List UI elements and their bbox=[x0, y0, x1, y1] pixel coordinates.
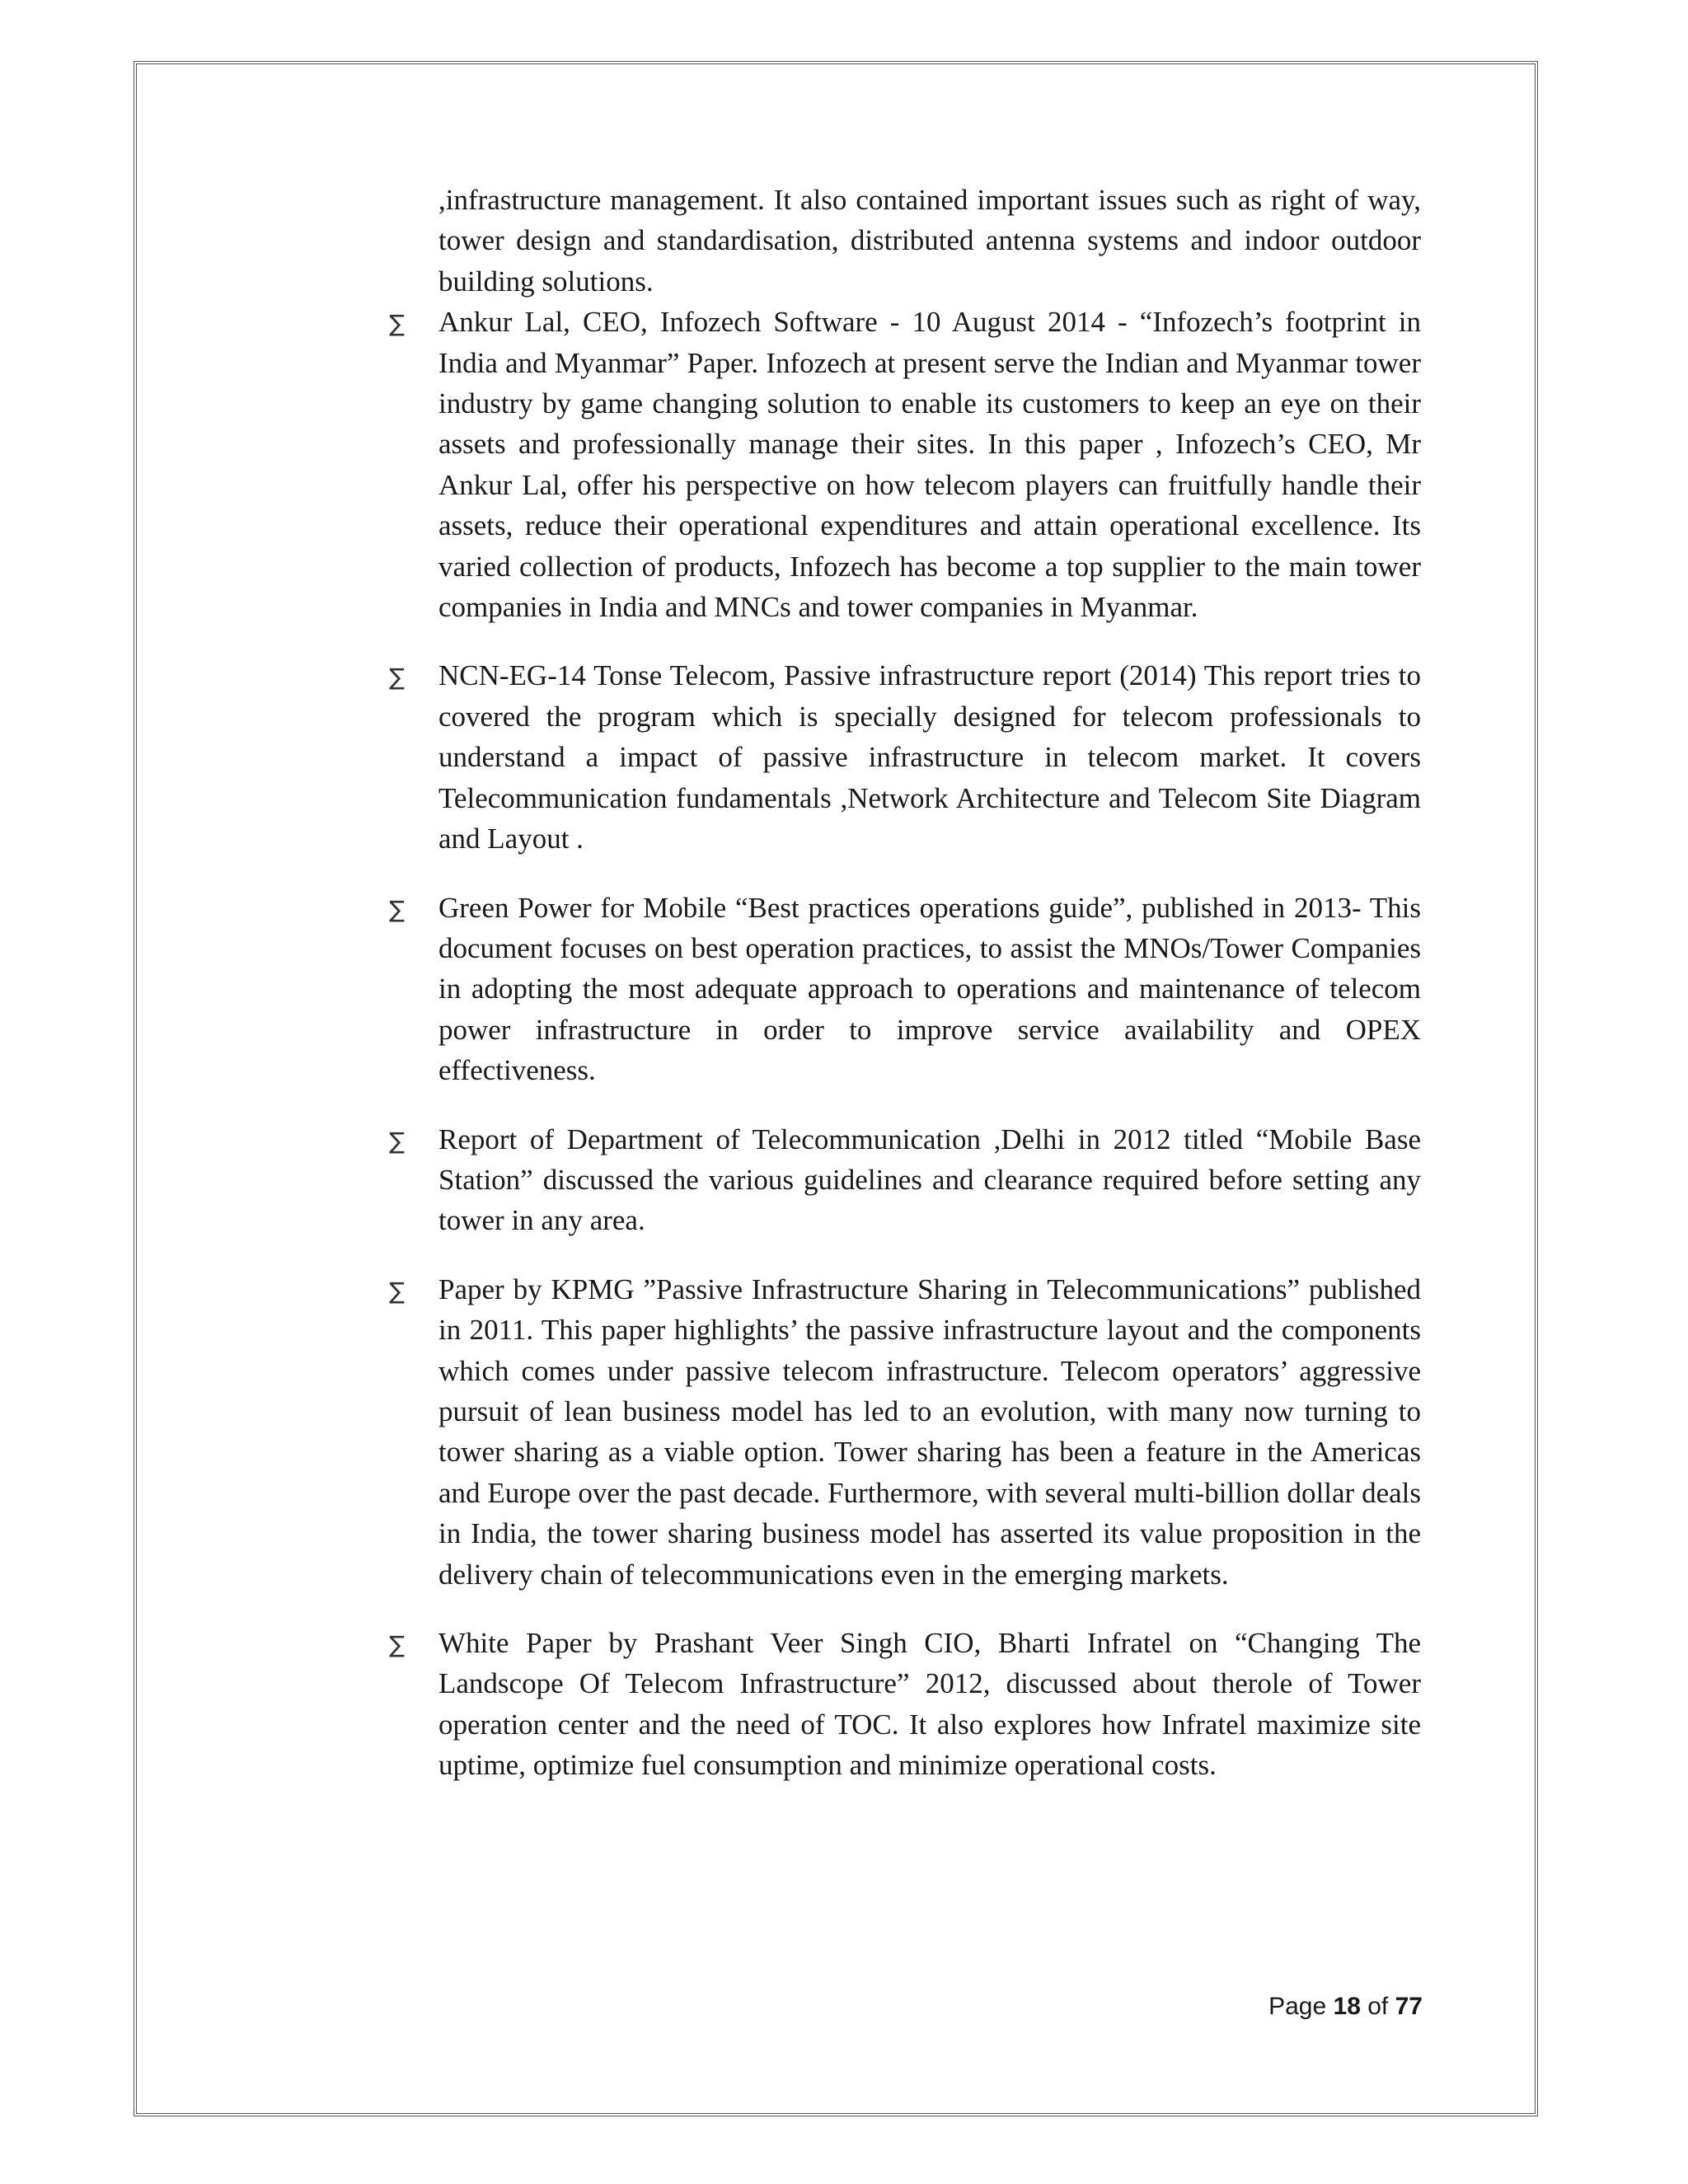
document-body bbox=[389, 180, 1421, 1786]
page-label: Page bbox=[1268, 1993, 1327, 2020]
list-item bbox=[389, 302, 1421, 627]
list-item bbox=[389, 655, 1421, 859]
list-item bbox=[389, 888, 1421, 1091]
list-item bbox=[389, 1623, 1421, 1786]
list-item-text: Green Power for Mobile “Best practices operations guide”, published in 2013- This document focuses on best operation practices, to assist the MNOs/Tower Companies in adopting the most adequate approach to operations and maintenance of telecom power infrastructure in order to improve service availability and OPEX effectiveness. bbox=[438, 891, 1421, 1087]
bullet-icon: ∑ bbox=[389, 310, 405, 338]
of-label: of bbox=[1367, 1993, 1389, 2020]
total-pages-number: 77 bbox=[1395, 1993, 1423, 2020]
current-page-number: 18 bbox=[1333, 1993, 1361, 2020]
page-number-footer bbox=[1268, 1993, 1423, 2021]
bullet-icon: ∑ bbox=[389, 895, 405, 923]
continuation-paragraph: ,infrastructure management. It also contained important issues such as right of way, tower design and standardisation, distributed antenna systems and indoor outdoor building solutions. bbox=[438, 184, 1421, 298]
list-item bbox=[389, 1269, 1421, 1595]
bullet-icon: ∑ bbox=[389, 1277, 405, 1305]
bullet-icon: ∑ bbox=[389, 1127, 405, 1155]
list-item-text: Paper by KPMG ”Passive Infrastructure Sharing in Telecommunications” published in 2011. This paper highlights’ the passive infrastructure layout and the components which comes under passive telecom infrastructure. Telecom operators’ aggressive pursuit of lean business model has led to an evolution, with many now turning to tower sharing as a viable option. Tower sharing has been a feature in the Americas and Europe over the past decade. Furthermore, with several multi-billion dollar deals in India, the tower sharing business model has asserted its value proposition in the delivery chain of telecommunications even in the emerging markets. bbox=[438, 1272, 1421, 1591]
list-item bbox=[389, 1119, 1421, 1241]
bullet-icon: ∑ bbox=[389, 1631, 405, 1658]
list-item-text: Ankur Lal, CEO, Infozech Software - 10 August 2014 - “Infozech’s footprint in India and Myanmar” Paper. Infozech at present serve the Indian and Myanmar tower industry by game changing solution to enable its customers to keep an eye on their assets and professionally manage their sites. In this paper , Infozech’s CEO, Mr Ankur Lal, offer his perspective on how telecom players can fruitfully handle their assets, reduce their operational expenditures and attain operational excellence. Its varied collection of products, Infozech has become a top supplier to the main tower companies in India and MNCs and tower companies in Myanmar. bbox=[438, 306, 1421, 624]
bullet-icon: ∑ bbox=[389, 663, 405, 691]
list-item-text: Report of Department of Telecommunication ,Delhi in 2012 titled “Mobile Base Station” discussed the various guidelines and clearance required before setting any tower in any area. bbox=[438, 1122, 1421, 1237]
list-item-text: White Paper by Prashant Veer Singh CIO, Bharti Infratel on “Changing The Landscope Of Telecom Infrastructure” 2012, discussed about therole of Tower operation center and the need of TOC. It also explores how Infratel maximize site uptime, optimize fuel consumption and minimize operational costs. bbox=[438, 1627, 1421, 1782]
list-item-text: NCN-EG-14 Tonse Telecom, Passive infrastructure report (2014) This report tries to covered the program which is specially designed for telecom professionals to understand a impact of passive infrastructure in telecom market. It covers Telecommunication fundamentals ,Network Architecture and Telecom Site Diagram and Layout . bbox=[438, 659, 1421, 855]
